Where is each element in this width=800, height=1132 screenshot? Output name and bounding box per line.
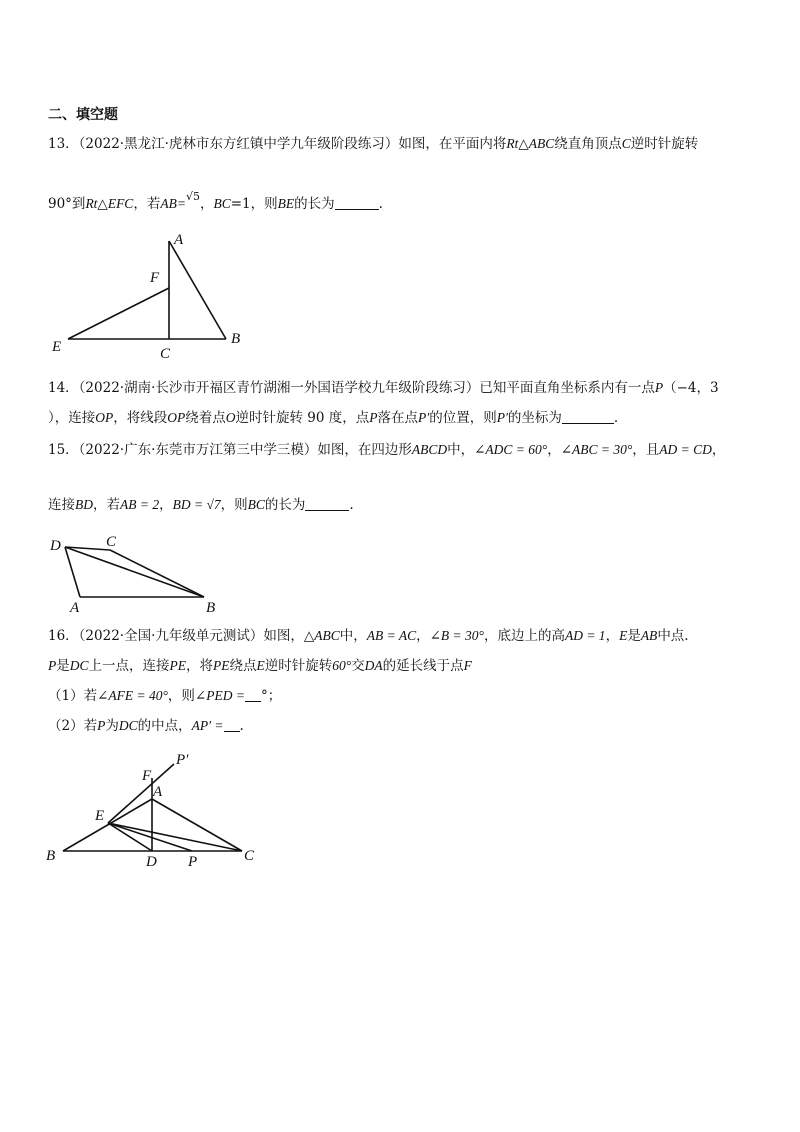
q16-as: 为 [105, 718, 119, 734]
fig15-label-c: C [106, 534, 117, 550]
q13-period: . [378, 196, 383, 212]
fig16-label-pprime: P′ [176, 752, 189, 768]
q16-tri: △ABC [303, 628, 340, 643]
figure-16 [46, 752, 255, 870]
q16-da: DA [364, 658, 383, 673]
q16-extension: 的延长线于点 [382, 658, 464, 674]
fig16-segment-ec [108, 823, 242, 851]
q16-e: E [619, 628, 628, 643]
q16-height: ，底边上的高 [483, 628, 565, 644]
q15-bd-eq: BD = √7 [172, 497, 221, 512]
q14-rotate: 逆时针旋转 90 度，点 [235, 410, 370, 426]
q16-text: 16．（2022·全国·九年级单元测试）如图， [48, 628, 304, 644]
fig16-label-b: B [46, 848, 56, 864]
q13-text-b: 绕直角顶点 [554, 136, 622, 152]
q16-ab-ac: AB = AC [366, 628, 417, 643]
q14-period: . [613, 410, 619, 426]
fig13-label-a: A [174, 232, 184, 248]
q15-period: . [349, 497, 354, 513]
q16-f: F [463, 658, 472, 673]
q14-o: O [225, 410, 236, 425]
figure-13 [51, 232, 240, 362]
q15-length: 的长为 [264, 497, 306, 513]
q13-text: 13．（2022·黑龙江·虎林市东方红镇中学九年级阶段练习）如图，在平面内将 [48, 136, 507, 152]
q15-then: ，则 [220, 497, 248, 513]
q16-midpoint2: 的中点， [137, 718, 192, 734]
q13-tri-efc: Rt△EFC [85, 196, 134, 211]
q16-then: ，则 [167, 688, 195, 704]
q14-op: OP [95, 410, 114, 425]
q16-sub1-label: （1）若 [48, 688, 98, 704]
fig15-label-b: B [206, 600, 216, 616]
q13-if: ，若 [133, 196, 161, 212]
q16-meet: 交 [351, 658, 365, 674]
q15-bc: BC [247, 497, 265, 512]
fig16-label-e: E [95, 808, 105, 824]
fig13-segment-ef [68, 288, 169, 339]
q14-pprime2: P′ [496, 410, 508, 425]
fig15-segment-db [65, 547, 204, 597]
q16-midpoint: 中点. [657, 628, 689, 644]
q16-p: P [48, 658, 57, 673]
fig16-segment-epoint [108, 823, 192, 851]
fig13-label-e: E [52, 339, 62, 355]
q15-ad-cd: AD = CD [659, 442, 712, 457]
q15-sep3: ， [159, 497, 173, 513]
q15-connect: 连接 [48, 497, 75, 513]
q14-p2: P [369, 410, 378, 425]
q16-app: AP′ = [191, 718, 224, 733]
q16-deg: °； [260, 688, 282, 704]
section-title: 二、填空题 [48, 107, 118, 123]
fig15-label-a: A [70, 600, 80, 616]
q15-if: ，若 [93, 497, 120, 513]
q16-sub2-label: （2）若 [48, 718, 98, 734]
q14-pprime: P′ [418, 410, 430, 425]
q16-connect: 上一点，连接 [88, 658, 170, 674]
q15-sep2: ， [711, 442, 726, 458]
q13-length: 的长为 [294, 196, 335, 212]
q16-is2: 是 [56, 658, 70, 674]
q16-dc2: DC [118, 718, 138, 733]
fig16-label-f: F [142, 768, 152, 784]
q13-bc: BC [213, 196, 231, 211]
q13-ab: AB= [160, 196, 186, 211]
q16-ped: ∠PED = [194, 688, 245, 703]
fig15-segment-da [65, 547, 80, 597]
q13-comma: ， [199, 196, 214, 212]
fig13-label-b: B [231, 331, 241, 347]
q13-tri-abc: Rt△ABC [506, 136, 555, 151]
q14-coordinate: 的坐标为 [507, 410, 562, 426]
fig13-label-f: F [150, 270, 160, 286]
q13-be: BE [277, 196, 295, 211]
q16-dc: DC [69, 658, 89, 673]
q14-connect: ），连接 [48, 410, 96, 426]
q16-in: 中， [339, 628, 367, 644]
q15-and: ，且 [632, 442, 660, 458]
q15-ab2: AB = 2 [120, 497, 160, 512]
q14-position: 的位置，则 [429, 410, 497, 426]
q16-rotate: 逆时针旋转 [264, 658, 333, 674]
q16-deg60: 60° [332, 658, 352, 673]
q14-op2: OP [167, 410, 186, 425]
fig15-segment-cb [110, 550, 204, 597]
q15-bd: BD [75, 497, 93, 512]
q15-sep1: ， [547, 442, 561, 458]
q15-adc: ∠ADC = 60° [474, 442, 548, 457]
q14-around: 绕着点 [185, 410, 226, 426]
q16-ad1: AD = 1 [564, 628, 606, 643]
q14-text: 14．（2022·湖南·长沙市开福区青竹湖湘一外国语学校九年级阶段练习）已知平面直角坐标系内有一点 [48, 380, 655, 396]
q16-period: . [239, 718, 244, 734]
q16-e2: E [256, 658, 265, 673]
q14-segment: ，将线段 [113, 410, 168, 426]
fig13-segment-ab [169, 241, 226, 339]
q16-b30: ∠B = 30° [429, 628, 484, 643]
q15-in: 中， [447, 442, 475, 458]
q15-text: 15．（2022·广东·东莞市万江第三中学三模）如图，在四边形 [48, 442, 412, 458]
fig13-label-c: C [160, 346, 171, 362]
q14-falls: 落在点 [377, 410, 419, 426]
q16-afe: ∠AFE = 40° [97, 688, 168, 703]
q15-abcd: ABCD [411, 442, 448, 457]
q13-text-c: 逆时针旋转 [630, 136, 699, 152]
q16-is: 是 [627, 628, 641, 644]
q16-ab: AB [640, 628, 658, 643]
fig16-label-p: P [188, 854, 198, 870]
q15-abc: ∠ABC = 30° [560, 442, 633, 457]
fig16-label-c: C [244, 848, 255, 864]
q14-p: P [654, 380, 664, 395]
q16-p3: P [97, 718, 106, 733]
q13-sqrt5: √5 [185, 190, 200, 203]
q16-sep1: ， [416, 628, 430, 644]
q16-around: 绕点 [229, 658, 257, 674]
fig15-label-d: D [50, 538, 61, 554]
q16-take: ，将 [186, 658, 214, 674]
q16-pe2: PE [213, 658, 230, 673]
q13-point-c: C [621, 136, 631, 151]
figure-15 [49, 534, 215, 616]
q13-deg90: 90°到 [48, 196, 86, 212]
fig16-label-a: A [153, 784, 163, 800]
q13-bc-val: =1，则 [230, 196, 278, 212]
q16-sep2: ， [605, 628, 620, 644]
q16-pe: PE [169, 658, 187, 673]
fig16-segment-ac [152, 799, 242, 851]
fig16-segment-ep [108, 764, 174, 823]
q14-coords: （−4，3 [663, 380, 719, 396]
fig16-label-d: D [146, 854, 157, 870]
